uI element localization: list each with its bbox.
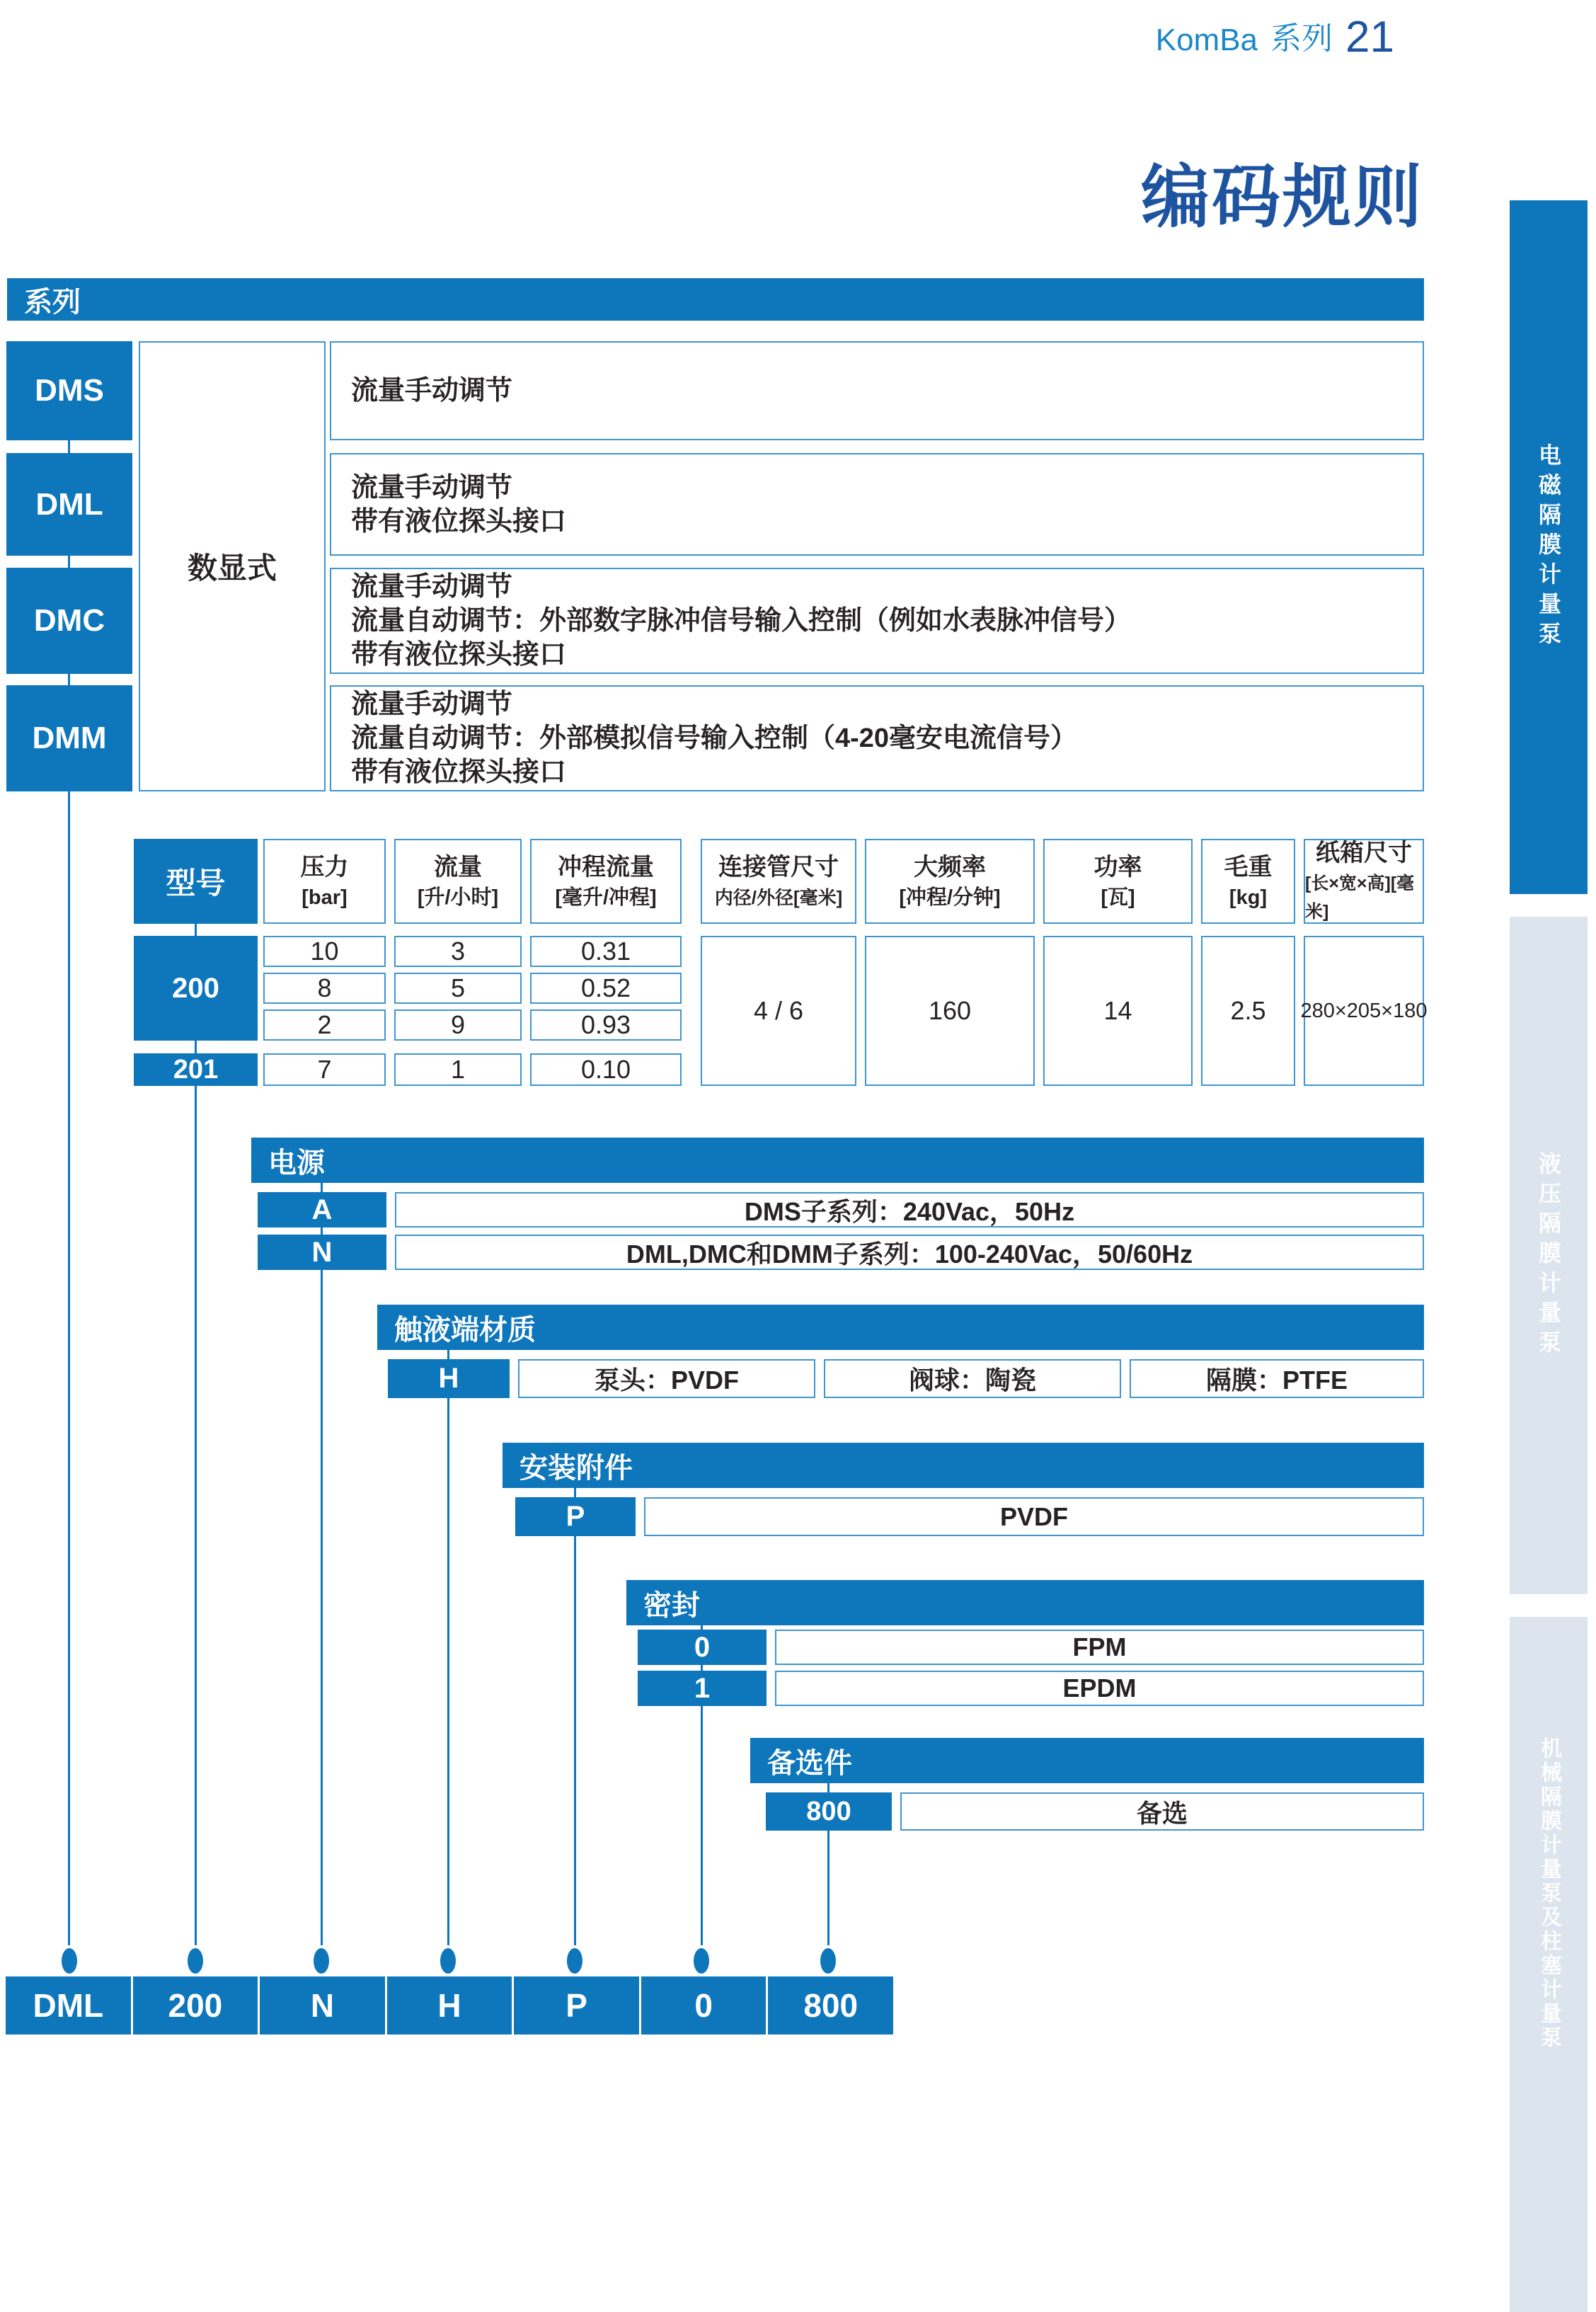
table-col-stroke <box>530 839 682 924</box>
col-label: 大频率 <box>914 854 986 881</box>
cell-gross-weight: 2.5 <box>1201 936 1295 1086</box>
col-unit: [长×宽×高][毫米] <box>1305 874 1415 922</box>
code-segment-model: 200 <box>131 1976 258 2035</box>
table-model-header: 型号 <box>134 839 258 924</box>
code-segment-power: N <box>258 1976 385 2035</box>
sidebar-tab-mechanical-pumps <box>1510 1617 1588 2312</box>
cell-flow: 5 <box>394 973 522 1004</box>
col-unit: 内径/外径[毫米] <box>714 887 843 908</box>
col-unit: [毫升/冲程] <box>555 886 657 909</box>
connector-line-mounting <box>574 1472 576 1945</box>
model-201-box: 201 <box>134 1053 258 1086</box>
col-label: 纸箱尺寸 <box>1316 840 1412 866</box>
sidebar-tab-hydraulic-pumps <box>1510 917 1588 1594</box>
cell-flow: 9 <box>394 1009 522 1041</box>
cell-stroke: 0.31 <box>530 936 682 967</box>
mounting-code-p: P <box>515 1497 636 1536</box>
desc-line: 流量手动调节 <box>351 472 513 503</box>
connector-line-power <box>321 1168 323 1945</box>
power-code-a: A <box>258 1192 386 1227</box>
connector-line-material <box>447 1334 449 1945</box>
series-desc-dmm <box>330 685 1424 791</box>
desc-line: 流量手动调节 <box>351 376 513 406</box>
material-cell-pumphead: 泵头：PVDF <box>518 1359 815 1398</box>
cell-pipe-size: 4 / 6 <box>701 936 856 1086</box>
power-section-bar: 电源 <box>251 1138 1424 1183</box>
material-code-h: H <box>388 1359 510 1398</box>
mounting-desc: PVDF <box>644 1497 1424 1536</box>
cell-pressure: 10 <box>263 936 386 967</box>
sidebar-tab-label: 液压隔膜计量泵 <box>1536 1151 1561 1360</box>
table-col-weight <box>1201 839 1295 924</box>
page-header <box>1154 13 1394 62</box>
options-section-bar: 备选件 <box>750 1738 1424 1783</box>
series-section-bar: 系列 <box>7 278 1424 321</box>
cell-flow: 1 <box>394 1053 522 1086</box>
table-col-pressure <box>263 839 386 924</box>
series-desc-dms <box>330 341 1424 440</box>
material-cell-valveball: 阀球：陶瓷 <box>824 1359 1121 1398</box>
code-segment-options: 800 <box>766 1976 893 2035</box>
cell-stroke: 0.10 <box>530 1053 682 1086</box>
page-title: 编码规则 <box>1141 159 1424 236</box>
code-segment-material: H <box>385 1976 512 2035</box>
desc-line: 流量自动调节：外部模拟信号输入控制（4-20毫安电流信号） <box>351 723 1078 753</box>
desc-line: 流量手动调节 <box>351 572 513 602</box>
cell-power: 14 <box>1043 936 1193 1086</box>
cell-pressure: 8 <box>263 973 386 1004</box>
cell-stroke: 0.93 <box>530 1009 682 1041</box>
desc-line: 带有液位探头接口 <box>351 640 567 670</box>
series-desc-dmc <box>330 568 1424 674</box>
power-desc-n: DML,DMC和DMM子系列：100-240Vac，50/60Hz <box>395 1235 1424 1270</box>
desc-line: 带有液位探头接口 <box>351 506 567 537</box>
connector-dot <box>188 1948 203 1974</box>
series-code-dms: DMS <box>6 341 132 440</box>
col-unit: [kg] <box>1229 886 1268 909</box>
seal-code-0: 0 <box>638 1630 767 1665</box>
code-segment-seal: 0 <box>639 1976 767 2035</box>
table-col-carton <box>1304 839 1424 924</box>
seal-code-1: 1 <box>638 1671 767 1706</box>
cell-stroke: 0.52 <box>530 973 682 1004</box>
col-label: 流量 <box>434 854 482 881</box>
col-label: 毛重 <box>1224 854 1273 881</box>
cell-pressure: 7 <box>263 1053 386 1086</box>
col-unit: [冲程/分钟] <box>899 886 1001 909</box>
table-col-power <box>1043 839 1193 924</box>
connector-dot <box>820 1948 836 1974</box>
col-label: 连接管尺寸 <box>718 854 839 881</box>
desc-line: 流量手动调节 <box>351 689 513 719</box>
connector-dot <box>62 1948 77 1974</box>
seal-section-bar: 密封 <box>626 1580 1424 1625</box>
connector-dot <box>567 1948 582 1974</box>
series-code-dml: DML <box>6 453 132 556</box>
sidebar-tab-label: 电磁隔膜计量泵 <box>1536 443 1561 651</box>
desc-line: 流量自动调节：外部数字脉冲信号输入控制（例如水表脉冲信号） <box>351 606 1132 636</box>
options-desc: 备选 <box>900 1792 1424 1831</box>
material-section-bar: 触液端材质 <box>377 1305 1424 1350</box>
col-label: 压力 <box>300 854 349 881</box>
code-segment-mounting: P <box>512 1976 639 2035</box>
table-col-pipe <box>701 839 856 924</box>
col-unit: [瓦] <box>1101 886 1135 909</box>
cell-flow: 3 <box>394 936 522 967</box>
series-group-box: 数显式 <box>139 341 326 791</box>
material-cell-diaphragm: 隔膜：PTFE <box>1130 1359 1424 1398</box>
seal-desc-epdm: EPDM <box>775 1671 1424 1706</box>
series-code-dmc: DMC <box>6 568 132 674</box>
brand-name: KomBa <box>1155 23 1258 57</box>
cell-pressure: 2 <box>263 1009 386 1041</box>
series-code-dmm: DMM <box>6 685 132 791</box>
mounting-section-bar: 安装附件 <box>503 1443 1424 1488</box>
connector-dot <box>440 1948 456 1974</box>
col-unit: [升/小时] <box>417 886 499 909</box>
connector-dot <box>694 1948 709 1974</box>
col-unit: [bar] <box>302 886 348 909</box>
model-200-box: 200 <box>134 936 258 1041</box>
seal-desc-fpm: FPM <box>775 1630 1424 1665</box>
order-code-bar <box>6 1976 893 2035</box>
page-number: 21 <box>1345 13 1394 62</box>
col-label: 冲程流量 <box>558 854 654 881</box>
cell-max-frequency: 160 <box>865 936 1035 1086</box>
brand-suffix: 系列 <box>1270 21 1333 56</box>
sidebar-tab-label: 机械隔膜计量泵及柱塞计量泵 <box>1537 1737 1561 2050</box>
code-segment-series: DML <box>33 1987 104 2024</box>
power-desc-a: DMS子系列：240Vac，50Hz <box>395 1192 1424 1227</box>
cell-carton-size: 280×205×180 <box>1304 936 1424 1086</box>
sidebar-tab-solenoid-pumps <box>1510 200 1588 894</box>
table-col-freq <box>865 839 1035 924</box>
series-desc-dml <box>330 453 1424 556</box>
table-col-flow <box>394 839 522 924</box>
power-code-n: N <box>258 1235 386 1270</box>
connector-dot <box>314 1948 329 1974</box>
options-code-800: 800 <box>766 1792 892 1831</box>
col-label: 功率 <box>1093 854 1142 881</box>
desc-line: 带有液位探头接口 <box>351 757 567 787</box>
